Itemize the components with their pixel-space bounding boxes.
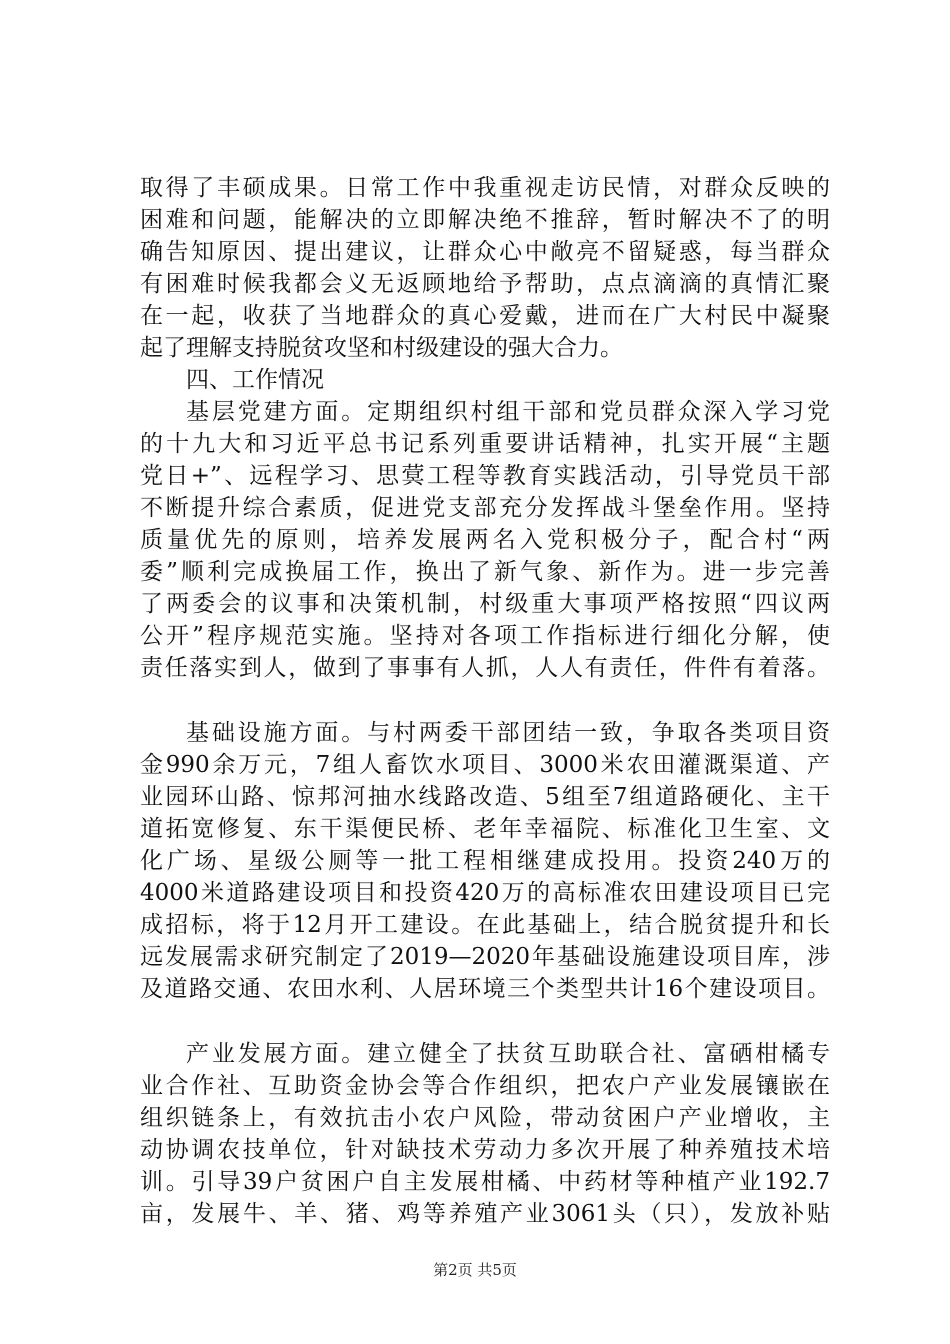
paragraph-line: 亩，发展牛、羊、猪、鸡等养殖产业3061头（只），发放补贴 (140, 1201, 830, 1227)
paragraph-line: 有困难时候我都会义无返顾地给予帮助，点点滴滴的真情汇聚 (140, 271, 830, 297)
paragraph-line: 不断提升综合素质，促进党支部充分发挥战斗堡垒作用。坚持 (140, 495, 830, 521)
paragraph-line: 道拓宽修复、东干渠便民桥、老年幸福院、标准化卫生室、文 (140, 816, 830, 842)
paragraph-line: 了两委会的议事和决策机制，村级重大事项严格按照“四议两 (140, 591, 830, 617)
paragraph-line: 成招标，将于12月开工建设。在此基础上，结合脱贫提升和长 (140, 912, 830, 938)
paragraph-line: 组织链条上，有效抗击小农户风险，带动贫困户产业增收，主 (140, 1105, 830, 1131)
paragraph-line: 化广场、星级公厕等一批工程相继建成投用。投资240万的 (140, 848, 830, 874)
paragraph-line: 在一起，收获了当地群众的真心爱戴，进而在广大村民中凝聚 (140, 303, 830, 329)
paragraph-line: 训。引导39户贫困户自主发展柑橘、中药材等种植产业192.7 (140, 1169, 830, 1195)
paragraph-line: 4000米道路建设项目和投资420万的高标准农田建设项目已完 (140, 880, 830, 906)
paragraph-line: 党日+”、远程学习、思蓂工程等教育实践活动，引导党员干部 (140, 463, 830, 489)
page-footer (0, 1260, 950, 1280)
section-heading: 四、工作情况 (186, 367, 324, 393)
paragraph-line: 产业发展方面。建立健全了扶贫互助联合社、富硒柑橘专 (186, 1041, 830, 1067)
paragraph-line: 困难和问题，能解决的立即解决绝不推辞，暂时解决不了的明 (140, 207, 830, 233)
paragraph-line: 起了理解支持脱贫攻坚和村级建设的强大合力。 (140, 335, 623, 361)
paragraph-line: 及道路交通、农田水利、人居环境三个类型共计16个建设项目。 (140, 976, 830, 1002)
paragraph-line: 确告知原因、提出建议，让群众心中敞亮不留疑惑，每当群众 (140, 239, 830, 265)
paragraph-line: 公开”程序规范实施。坚持对各项工作指标进行细化分解，使 (140, 623, 830, 649)
page-number: 第2页 共5页 (433, 1261, 517, 1279)
paragraph-line: 的十九大和习近平总书记系列重要讲话精神，扎实开展“主题 (140, 431, 830, 457)
paragraph-line: 质量优先的原则，培养发展两名入党积极分子，配合村“两 (140, 527, 830, 553)
document-body (140, 172, 830, 1230)
paragraph-line: 委”顺利完成换届工作，换出了新气象、新作为。进一步完善 (140, 559, 830, 585)
paragraph-line: 动协调农技单位，针对缺技术劳动力多次开展了种养殖技术培 (140, 1137, 830, 1163)
paragraph-line: 责任落实到人，做到了事事有人抓，人人有责任，件件有着落。 (140, 655, 830, 681)
paragraph-line: 业合作社、互助资金协会等合作组织，把农户产业发展镶嵌在 (140, 1073, 830, 1099)
paragraph-line: 取得了丰硕成果。日常工作中我重视走访民情，对群众反映的 (140, 175, 830, 201)
paragraph-line: 基层党建方面。定期组织村组干部和党员群众深入学习党 (186, 399, 830, 425)
paragraph-line: 远发展需求研究制定了2019—2020年基础设施建设项目库，涉 (140, 944, 830, 970)
paragraph-line: 金990余万元，7组人畜饮水项目、3000米农田灌溉渠道、产 (140, 752, 830, 778)
paragraph-line: 基础设施方面。与村两委干部团结一致，争取各类项目资 (186, 720, 830, 746)
paragraph-line: 业园环山路、惊邦河抽水线路改造、5组至7组道路硬化、主干 (140, 784, 830, 810)
paragraph-spacer (140, 684, 830, 717)
paragraph-spacer (140, 1005, 830, 1038)
